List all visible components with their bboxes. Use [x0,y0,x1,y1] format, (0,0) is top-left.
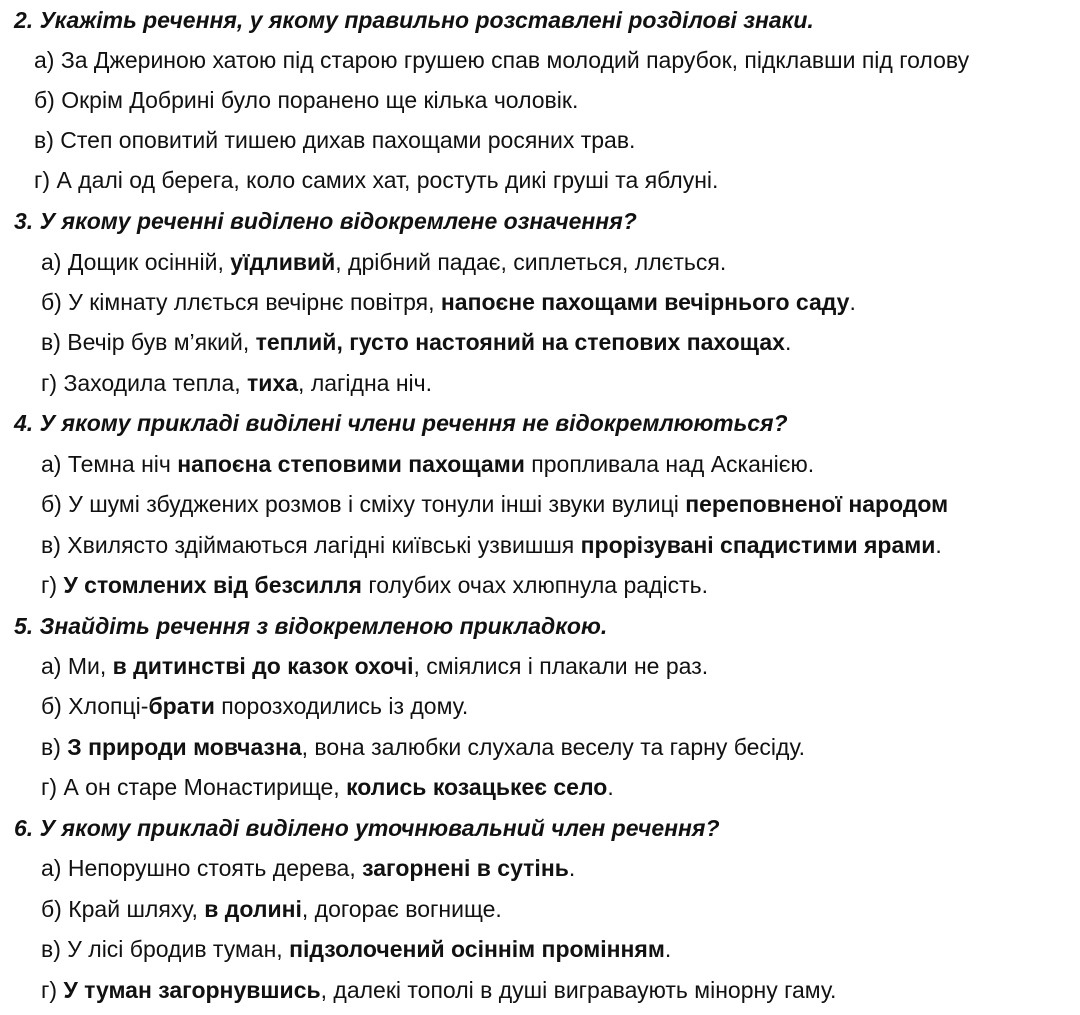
highlighted-fragment: уїдливий [230,249,336,275]
text-fragment: а) Непорушно стоять дерева, [41,855,363,881]
question-2-option-b [34,80,578,120]
question-2-option-a [34,40,969,80]
text-fragment: , далекі тополі в душі виграваують мінорну гаму. [320,977,837,1003]
text-fragment: , лагідна ніч. [298,370,433,396]
highlighted-fragment: брати [148,693,215,719]
text-fragment: в) Вечір був м’який, [41,329,256,355]
highlighted-fragment: напоєна степовими пахощами [177,451,525,477]
question-6-option-c [41,929,671,969]
text-fragment: г) А далі од берега, коло самих хат, ростуть дикі груші та яблуні. [34,167,719,193]
highlighted-fragment: в долині [204,896,302,922]
text-fragment: б) У кімнату ллється вечірнє повітря, [41,289,441,315]
question-4-option-c [41,525,942,565]
text-fragment: . [568,855,576,881]
text-fragment: г) Заходила тепла, [41,370,248,396]
question-5-option-b [41,686,468,726]
question-6-option-d [41,970,836,1010]
text-fragment: порозходились із дому. [214,693,469,719]
text-fragment: . [664,936,672,962]
highlighted-fragment: в дитинстві до казок охочі [112,653,414,679]
text-fragment: г) [41,572,64,598]
text-fragment: , вона залюбки слухала веселу та гарну бесіду. [301,734,806,760]
question-5-title: 5. Знайдіть речення з відокремленою прикладкою. [14,613,608,639]
highlighted-fragment: переповненої народом [685,491,949,517]
text-fragment: . [607,774,614,800]
text-fragment: в) [41,734,68,760]
text-fragment: в) У лісі бродив туман, [41,936,290,962]
question-4-option-a [41,444,814,484]
question-3-option-d [41,363,432,403]
question-4-option-d [41,565,708,605]
highlighted-fragment: загорнені в сутінь [362,855,569,881]
highlighted-fragment: тиха [247,370,299,396]
highlighted-fragment: теплий, густо настояний на степових пахощах [255,329,785,355]
text-fragment: . [784,329,792,355]
highlighted-fragment: У туман загорнувшись [63,977,321,1003]
question-5-option-a [41,646,708,686]
question-4-option-b [41,484,948,524]
question-5-option-d [41,767,614,807]
text-fragment: б) У шумі збуджених розмов і сміху тонули інші звуки вулиці [41,491,686,517]
text-fragment: б) Край шляху, [41,896,205,922]
text-fragment: а) За Джериною хатою під старою грушею спав молодий парубок, підклавши під голову [34,47,970,73]
highlighted-fragment: напоєне пахощами вечірнього саду [440,289,850,315]
question-5-option-c [41,727,805,767]
question-3-title: 3. У якому реченні виділено відокремлене означення? [14,208,637,234]
text-fragment: г) А он старе Монастирище, [41,774,347,800]
highlighted-fragment: У стомлених від безсилля [63,572,362,598]
question-3-option-a [41,242,726,282]
text-fragment: . [849,289,856,315]
question-3-option-c [41,322,791,362]
highlighted-fragment: підзолочений осіннім промінням [289,936,665,962]
question-6-title: 6. У якому прикладі виділено уточнювальний член речення? [14,815,720,841]
text-fragment: а) Темна ніч [41,451,178,477]
question-2-option-d [34,160,718,200]
question-4-title: 4. У якому прикладі виділені члени речення не відокремлюються? [14,410,788,436]
highlighted-fragment: З природи мовчазна [67,734,302,760]
question-6-option-a [41,848,575,888]
text-fragment: г) [41,977,64,1003]
text-fragment: б) Хлопці- [41,693,149,719]
text-fragment: . [935,532,942,558]
text-fragment: а) Ми, [41,653,113,679]
text-fragment: , сміялися і плакали не раз. [413,653,709,679]
text-fragment: , догорає вогнище. [301,896,502,922]
question-6-option-b [41,889,502,929]
highlighted-fragment: колись козацькеє село [346,774,608,800]
text-fragment: а) Дощик осінній, [41,249,231,275]
highlighted-fragment: прорізувані спадистими ярами [580,532,936,558]
question-2-option-c [34,120,635,160]
text-fragment: б) Окрім Добрині було поранено ще кілька чоловік. [34,87,579,113]
text-fragment: голубих очах хлюпнула радість. [361,572,708,598]
text-fragment: , дрібний падає, сиплеться, ллється. [335,249,727,275]
text-fragment: в) Степ оповитий тишею дихав пахощами росяних трав. [34,127,636,153]
text-fragment: в) Хвилясто здіймаються лагідні київські узвишшя [41,532,581,558]
question-3-option-b [41,282,856,322]
question-2-title: 2. Укажіть речення, у якому правильно розставлені розділові знаки. [14,7,814,33]
text-fragment: пропливала над Асканією. [524,451,815,477]
